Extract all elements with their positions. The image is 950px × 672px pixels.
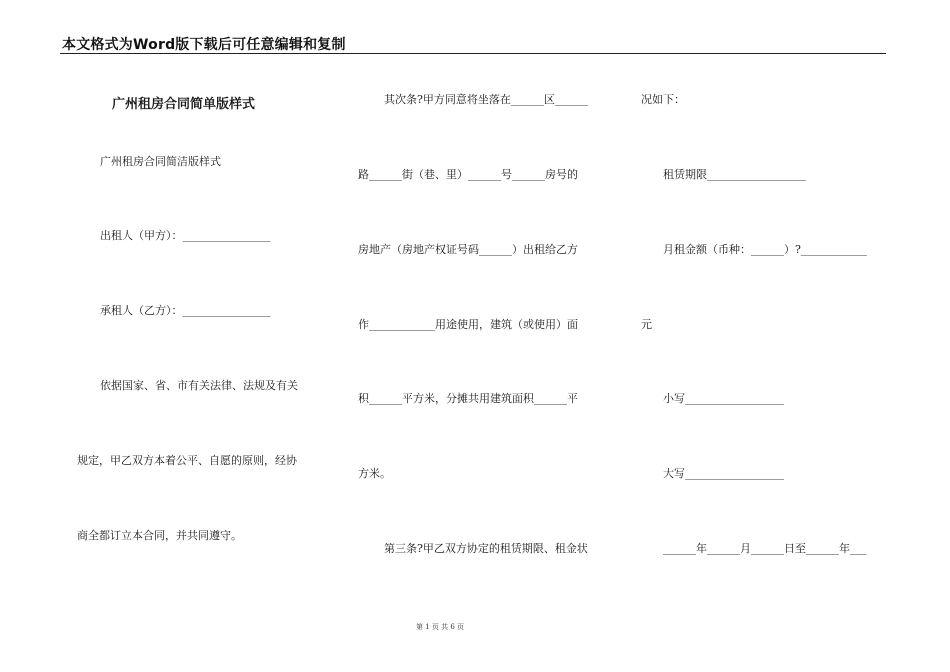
lease-term-line: 租赁期限__________________	[663, 168, 806, 181]
amount-lowercase-line: 小写__________________	[663, 392, 784, 405]
page-number: 第 1 页 共 6 页	[415, 623, 465, 631]
currency-unit: 元	[641, 318, 652, 331]
paragraph-line: 依据国家、省、市有关法律、法规及有关	[100, 379, 298, 392]
document-subtitle: 广州租房合同简洁版样式	[100, 155, 221, 168]
clause-3-line: 第三条?甲乙双方协定的租赁期限、租金状	[384, 542, 588, 555]
amount-uppercase-line: 大写__________________	[663, 467, 784, 480]
clause-2-line: 其次条?甲方同意将坐落在______区______	[384, 93, 588, 106]
clause-2-line: 方米。	[358, 467, 391, 480]
rent-terms-line: 况如下：	[641, 93, 685, 106]
clause-2-line: 路______街（巷、里）______号______房号的	[358, 168, 578, 181]
monthly-rent-line: 月租金额（币种：______）?____________	[663, 243, 867, 256]
paragraph-line: 规定，甲乙双方本着公平、自愿的原则，经协	[77, 454, 297, 467]
page-header: 本文格式为Word版下载后可任意编辑和复制	[62, 37, 346, 53]
clause-2-line: 作____________用途使用，建筑（或使用）面	[358, 318, 578, 331]
clause-2-line: 房地产（房地产权证号码______）出租给乙方	[358, 243, 578, 256]
lessee-line: 承租人（乙方）：________________	[100, 304, 271, 317]
paragraph-line: 商全都订立本合同，并共同遵守。	[77, 529, 242, 542]
lessor-line: 出租人（甲方）：________________	[100, 229, 271, 242]
header-divider	[60, 53, 886, 54]
date-range-line: ______年______月______日至______年___	[663, 542, 867, 555]
clause-2-line: 积______平方米，分摊共用建筑面积______平	[358, 392, 578, 405]
document-title: 广州租房合同简单版样式	[112, 97, 256, 112]
